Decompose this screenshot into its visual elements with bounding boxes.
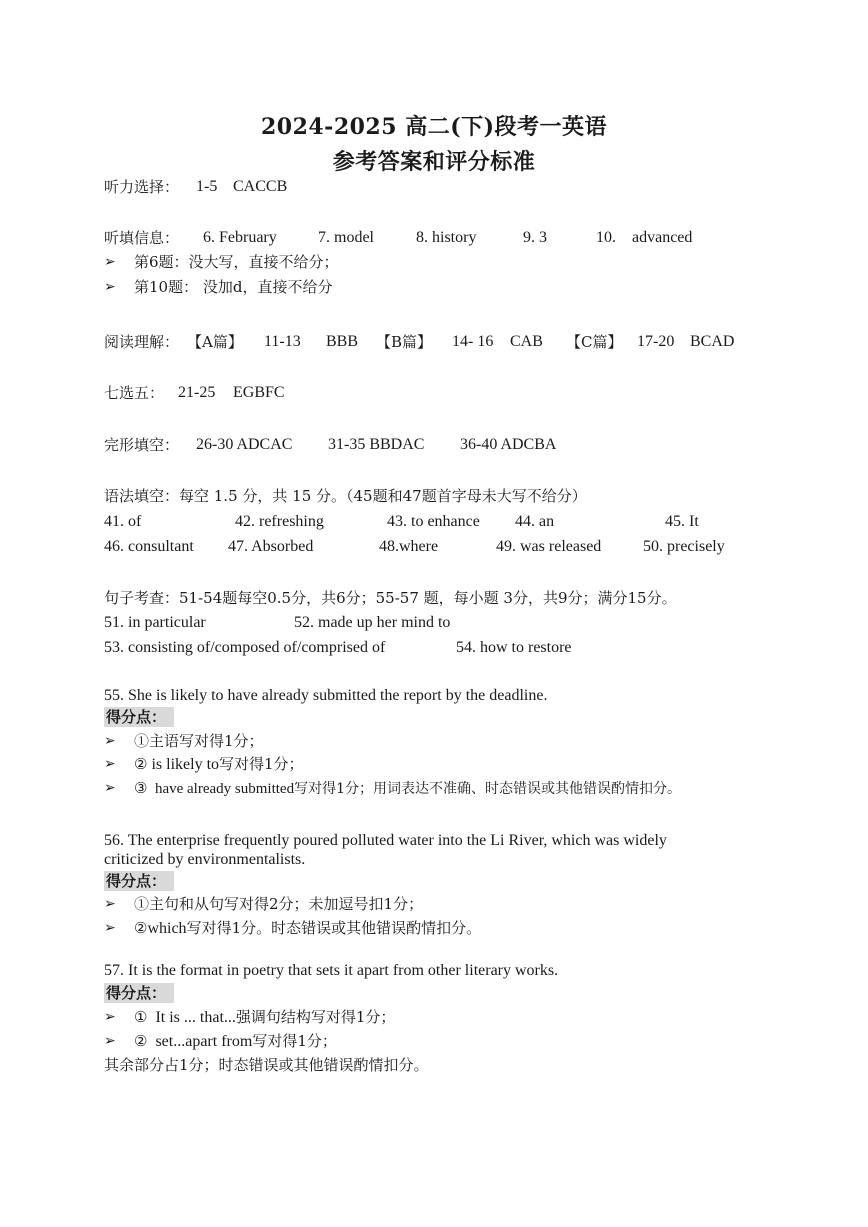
reading-a-range: 11-13 — [264, 333, 301, 350]
seven-five-range: 21-25 — [178, 384, 216, 401]
q56-sentence-cont: criticized by environmentalists. — [104, 851, 306, 868]
grammar-answer: 49. was released — [496, 538, 602, 555]
q55-sentence: 55. She is likely to have already submitted the report by the deadline. — [104, 687, 548, 704]
q57-points-label: 得分点： — [104, 983, 174, 1003]
page-subtitle: 参考答案和评分标准 — [332, 149, 536, 175]
q57-point-2: ② set...apart from写对得1分； — [134, 1032, 337, 1050]
fill-answer: 8. history — [416, 229, 477, 246]
grammar-answer: 42. refreshing — [235, 513, 324, 530]
fill-answer: 10. — [596, 229, 616, 246]
arrowhead-bullet-icon: ➢ — [104, 756, 116, 772]
q57-footer-note: 其余部分占1分；时态错误或其他错误酌情扣分。 — [104, 1056, 429, 1074]
reading-b-tag: 【B篇】 — [376, 333, 433, 351]
fill-answer: advanced — [632, 229, 693, 246]
sentences-heading: 句子考查：51-54题每空0.5分，共6分；55-57 题，每小题 3分，共9分；满分15分。 — [104, 589, 677, 607]
arrowhead-bullet-icon: ➢ — [104, 254, 116, 270]
sentence-answer: 53. consisting of/composed of/comprised of — [104, 639, 386, 656]
reading-label: 阅读理解： — [104, 333, 180, 351]
q56-points-label: 得分点： — [104, 871, 174, 891]
grammar-answer: 45. It — [665, 513, 699, 530]
fill-answer: 7. model — [318, 229, 374, 246]
cloze-label: 完形填空： — [104, 436, 180, 454]
arrowhead-bullet-icon: ➢ — [104, 733, 116, 749]
grammar-answer: 44. an — [515, 513, 555, 530]
q57-sentence: 57. It is the format in poetry that sets it apart from other literary works. — [104, 962, 559, 979]
grammar-answer: 46. consultant — [104, 538, 194, 555]
q55-point-2: ② is likely to写对得1分； — [134, 755, 304, 773]
q56-sentence: 56. The enterprise frequently poured polluted water into the Li River, which was widely — [104, 832, 667, 849]
fill-answer: 9. 3 — [523, 229, 547, 246]
fill-note: 第6题：没大写，直接不给分； — [134, 253, 339, 271]
grammar-answer: 43. to enhance — [387, 513, 480, 530]
reading-a-answers: BBB — [326, 333, 359, 350]
arrowhead-bullet-icon: ➢ — [104, 279, 116, 295]
sentence-answer: 54. how to restore — [456, 639, 572, 656]
fill-note: 第10题： 没加d，直接不给分 — [134, 278, 333, 296]
cloze-group: 31-35 BBDAC — [328, 436, 425, 453]
listening-choice-answers: CACCB — [233, 178, 288, 195]
q55-point-1: ①主语写对得1分； — [134, 732, 264, 750]
q56-point-2: ②which写对得1分。时态错误或其他错误酌情扣分。 — [134, 919, 482, 937]
listening-choice-range: 1-5 — [196, 178, 218, 195]
listening-choice-label: 听力选择： — [104, 178, 180, 196]
arrowhead-bullet-icon: ➢ — [104, 896, 116, 912]
reading-b-answers: CAB — [510, 333, 543, 350]
cloze-group: 36-40 ADCBA — [460, 436, 557, 453]
q55-points-label: 得分点： — [104, 707, 174, 727]
q56-point-1: ①主句和从句写对得2分；未加逗号扣1分； — [134, 895, 424, 913]
grammar-answer: 41. of — [104, 513, 142, 530]
grammar-answer: 50. precisely — [643, 538, 725, 555]
arrowhead-bullet-icon: ➢ — [104, 1033, 116, 1049]
arrowhead-bullet-icon: ➢ — [104, 920, 116, 936]
reading-b-range: 14- 16 — [452, 333, 494, 350]
fill-answer: 6. February — [203, 229, 277, 246]
page-title: 2024-2025 高二(下)段考一英语 — [260, 114, 608, 140]
arrowhead-bullet-icon: ➢ — [104, 1009, 116, 1025]
grammar-answer: 47. Absorbed — [228, 538, 314, 555]
seven-five-label: 七选五： — [104, 384, 165, 402]
listening-fill-label: 听填信息： — [104, 229, 180, 247]
q57-point-1: ① It is ... that...强调句结构写对得1分； — [134, 1008, 396, 1026]
q55-point-3: ③ have already submitted写对得1分；用词表达不准确、时态错误或其他错误酌情扣分。 — [134, 779, 681, 797]
reading-c-range: 17-20 — [637, 333, 675, 350]
sentence-answer: 52. made up her mind to — [294, 614, 451, 631]
reading-c-answers: BCAD — [690, 333, 735, 350]
reading-c-tag: 【C篇】 — [566, 333, 623, 351]
reading-a-tag: 【A篇】 — [187, 333, 243, 351]
grammar-heading: 语法填空：每空 1.5 分，共 15 分。（45题和47题首字母未大写不给分） — [104, 487, 587, 505]
arrowhead-bullet-icon: ➢ — [104, 780, 116, 796]
seven-five-answers: EGBFC — [233, 384, 285, 401]
grammar-answer: 48.where — [379, 538, 439, 555]
sentence-answer: 51. in particular — [104, 614, 206, 631]
cloze-group: 26-30 ADCAC — [196, 436, 293, 453]
